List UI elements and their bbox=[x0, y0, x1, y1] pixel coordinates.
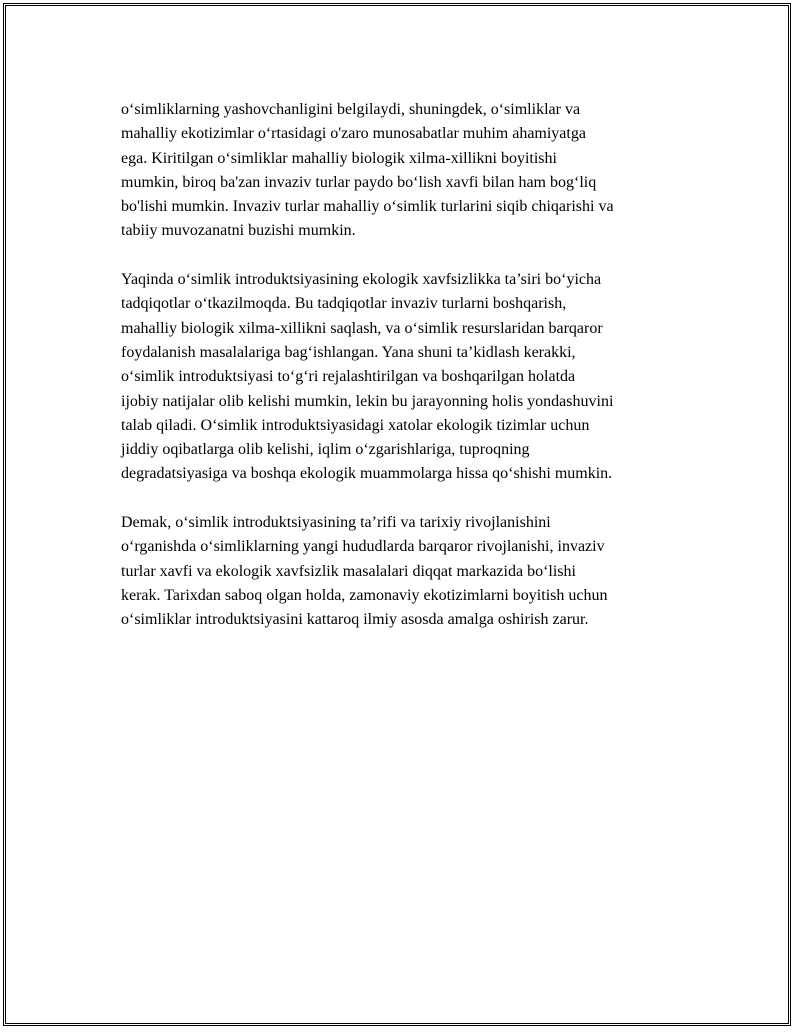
text-line: ijobiy natijalar olib kelishi mumkin, lekin bu jarayonning holis yondashuvini bbox=[121, 392, 614, 410]
text-line: Yaqinda o‘simlik introduktsiyasining ekologik xavfsizlikka ta’siri bo‘yicha bbox=[121, 271, 602, 289]
text-line: degradatsiyasiga va boshqa ekologik muammolarga hissa qo‘shishi mumkin. bbox=[121, 465, 613, 483]
document-body bbox=[121, 98, 696, 657]
text-line: foydalanish masalalariga bag‘ishlangan. Yana shuni ta’kidlash kerakki, bbox=[121, 343, 576, 361]
text-line: o‘simlik introduktsiyasi to‘g‘ri rejalashtirilgan va boshqarilgan holatda bbox=[121, 368, 576, 386]
text-line: talab qiladi. O‘simlik introduktsiyasidagi xatolar ekologik tizimlar uchun bbox=[121, 416, 590, 434]
paragraph-3 bbox=[121, 511, 696, 632]
text-line: o‘rganishda o‘simliklarning yangi hududlarda barqaror rivojlanishi, invaziv bbox=[121, 538, 605, 556]
document-page bbox=[3, 3, 791, 1026]
text-line: o‘simliklar introduktsiyasini kattaroq ilmiy asosda amalga oshirish zarur. bbox=[121, 611, 589, 629]
paragraph-1 bbox=[121, 98, 696, 244]
text-line: mahalliy biologik xilma-xillikni saqlash, va o‘simlik resurslaridan barqaror bbox=[121, 319, 603, 337]
text-line: jiddiy oqibatlarga olib kelishi, iqlim o‘zgarishlariga, tuproqning bbox=[121, 441, 530, 459]
text-line: turlar xavfi va ekologik xavfsizlik masalalari diqqat markazida bo‘lishi bbox=[121, 562, 576, 580]
text-line: Demak, o‘simlik introduktsiyasining ta’rifi va tarixiy rivojlanishini bbox=[121, 514, 551, 532]
text-line: mahalliy ekotizimlar o‘rtasidagi o'zaro munosabatlar muhim ahamiyatga bbox=[121, 125, 586, 143]
text-line: bo'lishi mumkin. Invaziv turlar mahalliy o‘simlik turlarini siqib chiqarishi va bbox=[121, 198, 614, 216]
paragraph-2 bbox=[121, 268, 696, 487]
text-line: o‘simliklarning yashovchanligini belgilaydi, shuningdek, o‘simliklar va bbox=[121, 101, 581, 118]
text-line: mumkin, biroq ba'zan invaziv turlar paydo bo‘lish xavfi bilan ham bog‘liq bbox=[121, 173, 597, 191]
text-line: kerak. Tarixdan saboq olgan holda, zamonaviy ekotizimlarni boyitish uchun bbox=[121, 586, 608, 604]
text-line: tadqiqotlar o‘tkazilmoqda. Bu tadqiqotlar invaziv turlarni boshqarish, bbox=[121, 295, 567, 313]
text-line: ega. Kiritilgan o‘simliklar mahalliy biologik xilma-xillikni boyitishi bbox=[121, 149, 557, 167]
text-line: tabiiy muvozanatni buzishi mumkin. bbox=[121, 222, 356, 240]
